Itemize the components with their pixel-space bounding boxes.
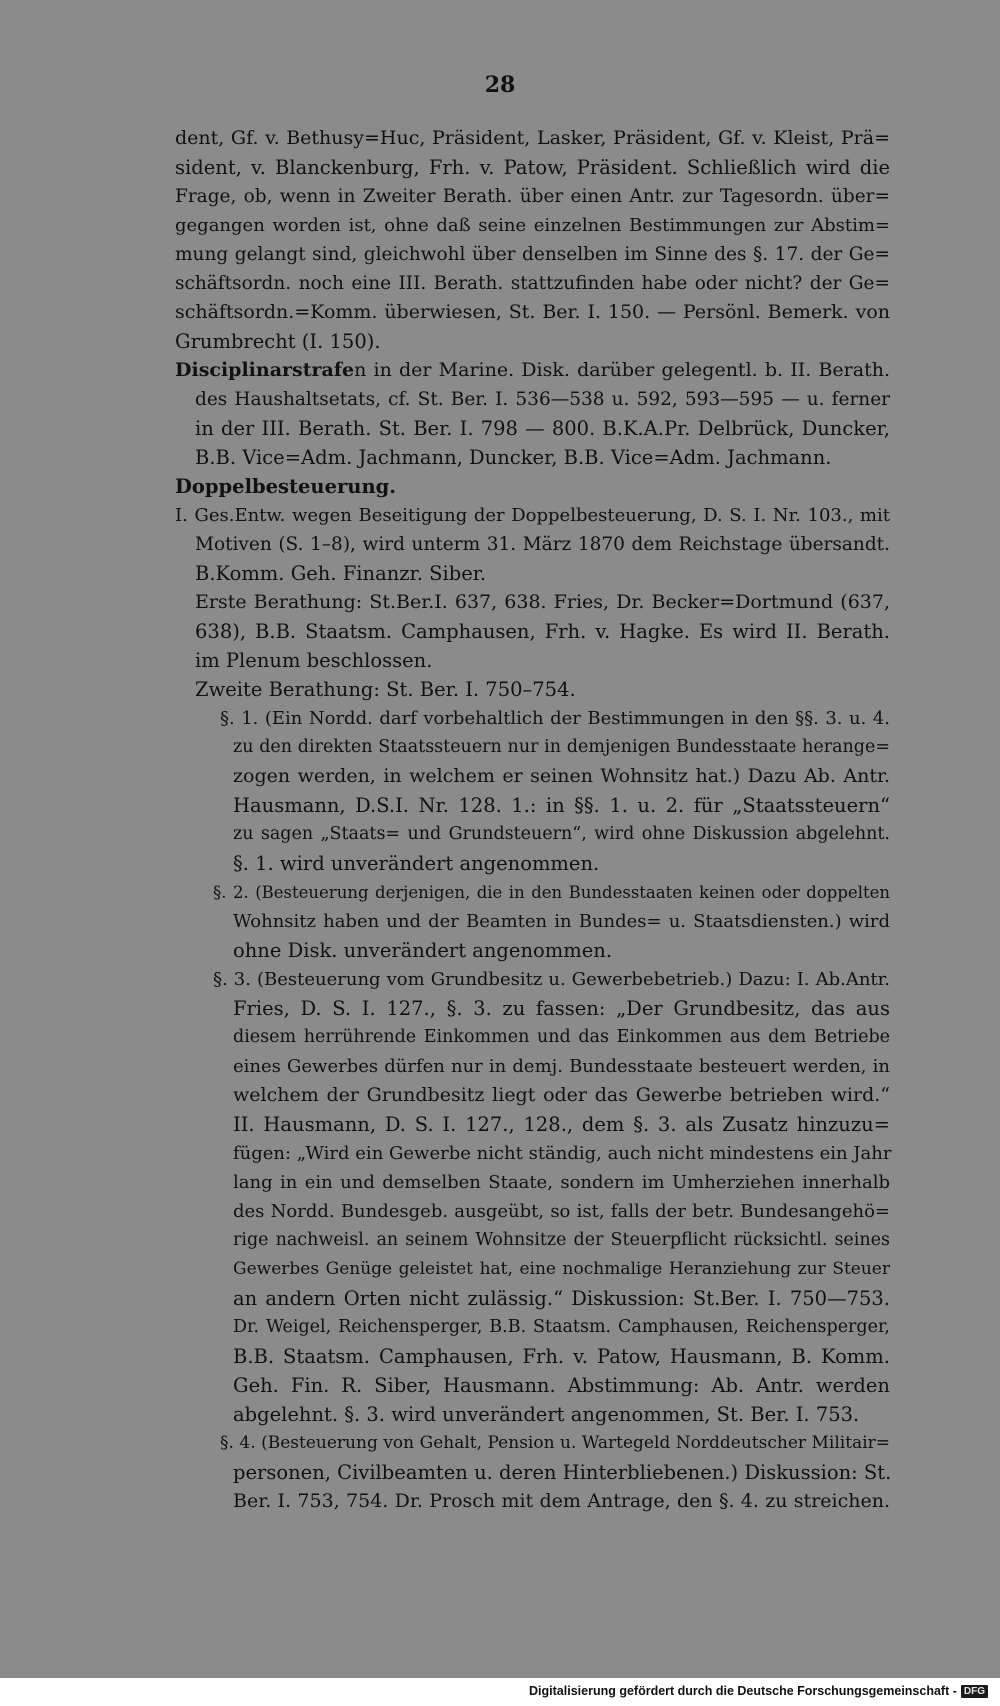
text-line: §. 1. wird unverändert angenommen. xyxy=(233,852,600,875)
text-line: §. 4. (Besteuerung von Gehalt, Pension u. Wartegeld Norddeutscher Militair= xyxy=(220,1433,890,1453)
text-line: B.B. Vice=Adm. Jachmann, Duncker, B.B. Vice=Adm. Jachmann. xyxy=(195,446,832,469)
text-line: des Haushaltsetats, cf. St. Ber. I. 536—538 u. 592, 593—595 — u. ferner xyxy=(195,389,890,410)
text-line: an andern Orten nicht zulässig.“ Diskussion: St.Ber. I. 750—753. xyxy=(233,1287,890,1310)
text-line: lang in ein und demselben Staate, sondern im Umherziehen innerhalb xyxy=(233,1172,890,1193)
text-line: personen, Civilbeamten u. deren Hinterbliebenen.) Diskussion: St. xyxy=(233,1461,892,1484)
text-body xyxy=(175,124,890,1516)
text-line: schäftsordn. noch eine III. Berath. stattzufinden habe oder nicht? der Ge= xyxy=(175,273,890,294)
text-line: abgelehnt. §. 3. wird unverändert angenommen, St. Ber. I. 753. xyxy=(233,1403,860,1426)
footer-credit: Digitalisierung gefördert durch die Deutsche Forschungsgemeinschaft - xyxy=(529,1684,957,1698)
text-line xyxy=(175,472,890,501)
text-line: §. 3. (Besteuerung vom Grundbesitz u. Gewerbebetrieb.) Dazu: I. Ab.Antr. xyxy=(213,969,890,990)
text-line: welchem der Grundbesitz liegt oder das Gewerbe betrieben wird.“ xyxy=(233,1084,890,1106)
text-line: ohne Disk. unverändert angenommen. xyxy=(233,939,613,962)
text-line: B.B. Staatsm. Camphausen, Frh. v. Patow, Hausmann, B. Komm. xyxy=(233,1345,890,1368)
page-number: 28 xyxy=(484,72,516,98)
section-heading: Disciplinarstrafe xyxy=(175,359,355,381)
text-line: dent, Gf. v. Bethusy=Huc, Präsident, Lasker, Präsident, Gf. v. Kleist, Prä= xyxy=(175,127,890,149)
text-line: Geh. Fin. R. Siber, Hausmann. Abstimmung: Ab. Antr. werden xyxy=(233,1374,890,1397)
text-line: II. Hausmann, D. S. I. 127., 128., dem §. 3. als Zusatz hinzuzu= xyxy=(233,1113,890,1136)
text-line: I. Ges.Entw. wegen Beseitigung der Doppelbesteuerung, D. S. I. Nr. 103., mit xyxy=(175,505,890,526)
text-line: des Nordd. Bundesgeb. ausgeübt, so ist, falls der betr. Bundesangehö= xyxy=(233,1201,890,1222)
text-line: B.Komm. Geh. Finanzr. Siber. xyxy=(195,562,487,585)
section-heading: Doppelbesteuerung. xyxy=(175,475,397,498)
text-line: schäftsordn.=Komm. überwiesen, St. Ber. I. 150. — Persönl. Bemerk. von xyxy=(175,301,890,323)
text-line: rige nachweisl. an seinem Wohnsitze der Steuerpflicht rücksichtl. seines xyxy=(233,1230,890,1250)
text-line: Dr. Weigel, Reichensperger, B.B. Staatsm. Camphausen, Reichensperger, xyxy=(233,1317,890,1337)
text-line: Motiven (S. 1–8), wird unterm 31. März 1870 dem Reichstage übersandt. xyxy=(195,534,890,555)
text-line: zu sagen „Staats= und Grundsteuern“, wird ohne Diskussion abgelehnt. xyxy=(233,824,890,844)
text-line: Grumbrecht (I. 150). xyxy=(175,330,381,353)
text-line: §. 1. (Ein Nordd. darf vorbehaltlich der Bestimmungen in den §§. 3. u. 4. xyxy=(220,708,890,729)
dfg-logo: DFG xyxy=(961,1685,988,1698)
text-line: Hausmann, D.S.I. Nr. 128. 1.: in §§. 1. u. 2. für „Staatssteuern“ xyxy=(233,794,890,817)
text-line: 638), B.B. Staatsm. Camphausen, Frh. v. Hagke. Es wird II. Berath. xyxy=(195,620,890,643)
text-line: Gewerbes Genüge geleistet hat, eine nochmalige Heranziehung zur Steuer xyxy=(233,1259,890,1279)
text-line xyxy=(175,356,890,385)
text-line: sident, v. Blanckenburg, Frh. v. Patow, Präsident. Schließlich wird die xyxy=(175,156,890,179)
text-line: gegangen worden ist, ohne daß seine einzelnen Bestimmungen zur Abstim= xyxy=(175,215,890,236)
text-line: Zweite Berathung: St. Ber. I. 750–754. xyxy=(195,678,576,701)
text-line: Fries, D. S. I. 127., §. 3. zu fassen: „Der Grundbesitz, das aus xyxy=(233,997,890,1020)
text-line: Wohnsitz haben und der Beamten in Bundes= u. Staatsdiensten.) wird xyxy=(233,911,890,932)
text-line: §. 2. (Besteuerung derjenigen, die in den Bundesstaaten keinen oder doppelten xyxy=(213,883,890,902)
heading-continuation: n in der Marine. Disk. darüber gelegentl. b. II. Berath. xyxy=(354,359,890,381)
text-line: zu den direkten Staatssteuern nur in demjenigen Bundesstaate herange= xyxy=(233,737,890,757)
text-line: fügen: „Wird ein Gewerbe nicht ständig, auch nicht mindestens ein Jahr xyxy=(233,1143,892,1164)
text-line: mung gelangt sind, gleichwohl über denselben im Sinne des §. 17. der Ge= xyxy=(175,244,890,265)
text-line: zogen werden, in welchem er seinen Wohnsitz hat.) Dazu Ab. Antr. xyxy=(233,765,890,787)
text-line: diesem herrührende Einkommen und das Einkommen aus dem Betriebe xyxy=(233,1027,890,1047)
text-line: im Plenum beschlossen. xyxy=(195,649,433,672)
text-line: Frage, ob, wenn in Zweiter Berath. über einen Antr. zur Tagesordn. über= xyxy=(175,186,890,207)
text-line: eines Gewerbes dürfen nur in demj. Bundesstaate besteuert werden, in xyxy=(233,1056,890,1077)
text-line: in der III. Berath. St. Ber. I. 798 — 800. B.K.A.Pr. Delbrück, Duncker, xyxy=(195,417,890,440)
text-line: Ber. I. 753, 754. Dr. Prosch mit dem Antrage, den §. 4. zu streichen. xyxy=(233,1490,890,1512)
footer xyxy=(529,1681,988,1701)
text-line: Erste Berathung: St.Ber.I. 637, 638. Fries, Dr. Becker=Dortmund (637, xyxy=(195,591,890,613)
